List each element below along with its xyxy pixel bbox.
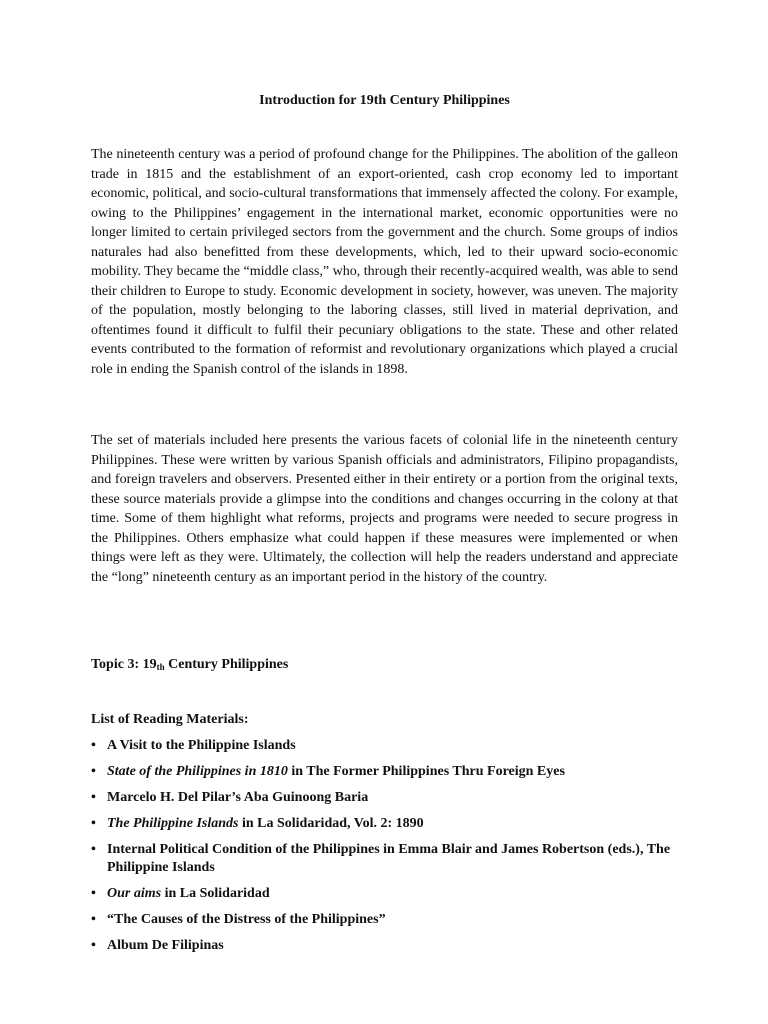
reading-item	[91, 911, 678, 929]
topic-heading	[91, 656, 288, 674]
reading-item-italic: The Philippine Islands	[107, 816, 239, 831]
bullet-icon: •	[91, 764, 96, 779]
reading-item-text: Marcelo H. Del Pilar’s Aba Guinoong Baria	[107, 790, 369, 805]
topic-superscript: th	[156, 662, 165, 672]
reading-item	[91, 737, 678, 755]
reading-item	[91, 789, 678, 807]
reading-list	[91, 737, 678, 963]
reading-item	[91, 763, 678, 781]
reading-item-text: in The Former Philippines Thru Foreign Eyes	[287, 764, 565, 779]
bullet-icon: •	[91, 816, 96, 831]
reading-item	[91, 937, 678, 955]
bullet-icon: •	[91, 938, 96, 953]
reading-item-text: A Visit to the Philippine Islands	[107, 738, 296, 753]
reading-item-text: in La Solidaridad, Vol. 2: 1890	[238, 816, 424, 831]
reading-item	[91, 841, 678, 877]
document-title: Introduction for 19th Century Philippines	[259, 93, 510, 108]
reading-item-text: Album De Filipinas	[107, 938, 224, 953]
reading-item-text: “The Causes of the Distress of the Philippines”	[107, 912, 386, 927]
bullet-icon: •	[91, 886, 96, 901]
bullet-icon: •	[91, 790, 96, 805]
reading-item	[91, 885, 678, 903]
reading-item-italic: Our aims	[107, 886, 162, 901]
reading-list-heading: List of Reading Materials:	[91, 712, 249, 727]
topic-suffix: Century Philippines	[164, 657, 289, 672]
bullet-icon: •	[91, 912, 96, 927]
intro-paragraph-1: The nineteenth century was a period of profound change for the Philippines. The abolition of the galleon trade in 1815 and the establishment of an export-oriented, cash crop economy led to important economic, political, and socio-cultural transformations that immensely affected the colony. For example, owing to the Philippines’ engagement in the international market, economic opportunities were no longer limited to certain privileged sectors from the government and the church. Some groups of indios naturales had also benefitted from these developments, which, led to their upward socio-economic mobility. They became the “middle class,” who, through their recently-acquired wealth, was able to send their children to Europe to study. Economic development in society, however, was uneven. The majority of the population, mostly belonging to the laboring classes, still lived in material deprivation, and oftentimes found it difficult to fulfil their pecuniary obligations to the state. These and other related events contributed to the formation of reformist and revolutionary organizations which played a crucial role in ending the Spanish control of the islands in 1898.	[91, 147, 678, 377]
reading-item-text: Internal Political Condition of the Philippines in Emma Blair and James Robertson (eds.), The Philippine Islands	[107, 842, 671, 875]
reading-item-text: in La Solidaridad	[161, 886, 270, 901]
reading-item-italic: State of the Philippines in 1810	[107, 764, 288, 779]
bullet-icon: •	[91, 842, 96, 857]
topic-prefix: Topic 3: 19	[91, 657, 157, 672]
bullet-icon: •	[91, 738, 96, 753]
intro-paragraph-2: The set of materials included here presents the various facets of colonial life in the nineteenth century Philippines. These were written by various Spanish officials and administrators, Filipino propagandists, and foreign travelers and observers. Presented either in their entirety or a portion from the original texts, these source materials provide a glimpse into the conditions and changes occurring in the colony at that time. Some of them highlight what reforms, projects and programs were needed to secure progress in the Philippines. Others emphasize what could happen if these measures were implemented or when things were left as they were. Ultimately, the collection will help the readers understand and appreciate the “long” nineteenth century as an important period in the history of the country.	[91, 433, 678, 585]
reading-item	[91, 815, 678, 833]
